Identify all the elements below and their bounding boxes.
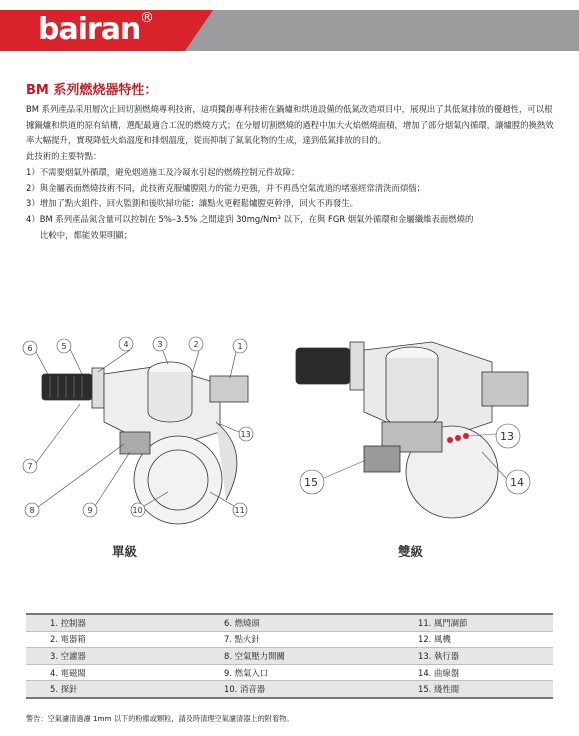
svg-text:5: 5	[61, 342, 67, 351]
table-cell: 4. 電磁閥	[26, 664, 200, 681]
table-cell: 3. 空濾器	[26, 648, 200, 665]
svg-text:11: 11	[234, 506, 245, 515]
svg-text:1: 1	[237, 342, 243, 351]
body-text	[26, 102, 556, 243]
svg-text:10: 10	[132, 506, 143, 515]
svg-text:13: 13	[500, 430, 514, 443]
page-title: BM 系列燃烧器特性：	[26, 83, 158, 98]
parts-table	[26, 613, 553, 699]
table-cell: 10. 消音器	[200, 681, 394, 698]
two-stage-caption: 雙級	[398, 544, 424, 559]
table-cell: 11. 風門調節	[394, 614, 553, 631]
header-band	[0, 0, 579, 54]
table-row	[26, 664, 553, 681]
table-cell: 15. 綫性閥	[394, 681, 553, 698]
svg-text:2: 2	[193, 340, 199, 349]
table-cell: 13. 執行器	[394, 648, 553, 665]
svg-text:14: 14	[510, 476, 524, 489]
svg-text:6: 6	[27, 344, 33, 353]
table-cell: 6. 燃燒頭	[200, 614, 394, 631]
single-stage-caption: 單級	[112, 544, 138, 559]
table-cell: 2. 電器箱	[26, 631, 200, 648]
svg-text:4: 4	[123, 340, 129, 349]
table-cell: 7. 點火針	[200, 631, 394, 648]
svg-text:7: 7	[27, 462, 33, 471]
svg-text:13: 13	[240, 430, 251, 439]
table-row	[26, 648, 553, 665]
registered-mark: ®	[140, 10, 154, 26]
feature-item: 3）增加了點火組件、回火監測和後吹掃功能；讓點火更輕鬆爐膛更幹淨，回火不再發生。	[26, 198, 358, 209]
table-cell: 8. 空氣壓力開關	[200, 648, 394, 665]
table-cell: 14. 曲線盤	[394, 664, 553, 681]
single-stage-burner-diagram	[20, 332, 265, 532]
table-row	[26, 631, 553, 648]
table-row	[26, 614, 553, 631]
intro-paragraph: BM 系列產品采用層次止回切割燃燒專利技術，這項獨創專利技術在鍋爐和烘道設備的低氮改造項目中，展現出了其低氮排放的優越性，可以根據鍋爐和烘道的原有結構，選配最適合工況的燃燒方式；在分層切割燃燒的過程中加大火焰燃燒面積，增加了部分烟氣內循環，讓爐膛的換熱效率大幅提升，實現降低火焰溫度和排烟溫度，從而抑制了氮氧化物的生成，達到低氮排放的目的。	[26, 104, 554, 146]
table-cell: 9. 燃氣入口	[200, 664, 394, 681]
svg-text:9: 9	[87, 506, 93, 515]
svg-text:3: 3	[157, 340, 163, 349]
svg-text:15: 15	[304, 476, 318, 489]
table-cell: 1. 控制器	[26, 614, 200, 631]
table-row	[26, 681, 553, 698]
feature-item: 2）與金屬表面燃燒技術不同，此技術克服爐膛阻力的能力更強，并不再爲空氣流道的堵塞經常清洗而煩惱；	[26, 182, 425, 193]
features-title: 此技術的主要特點：	[26, 151, 102, 162]
warning-note: 警告：空氣濾清過濾 1mm 以下的粉塵或顆粒，請及時清理空氣濾清器上的附着物。	[26, 714, 294, 723]
feature-item: 4）BM 系列產品氮含量可以控制在 5%–3.5% 之間達到 30mg/Nm³ 以下，在與 FGR 烟氣外循環和金屬纖維表面燃燒的	[26, 213, 474, 224]
two-stage-burner-diagram	[282, 332, 552, 532]
table-cell: 5. 探針	[26, 681, 200, 698]
header-grey-panel	[185, 10, 579, 51]
feature-item: 1）不需要烟氣外循環，避免烟道施工及冷凝水引起的燃燒控制元件故障；	[26, 166, 300, 177]
brand-logo: bairan	[38, 12, 141, 47]
feature-item-continued: 比較中，都能效果明顯；	[40, 229, 133, 240]
table-cell: 12. 風機	[394, 631, 553, 648]
svg-text:8: 8	[29, 506, 35, 515]
